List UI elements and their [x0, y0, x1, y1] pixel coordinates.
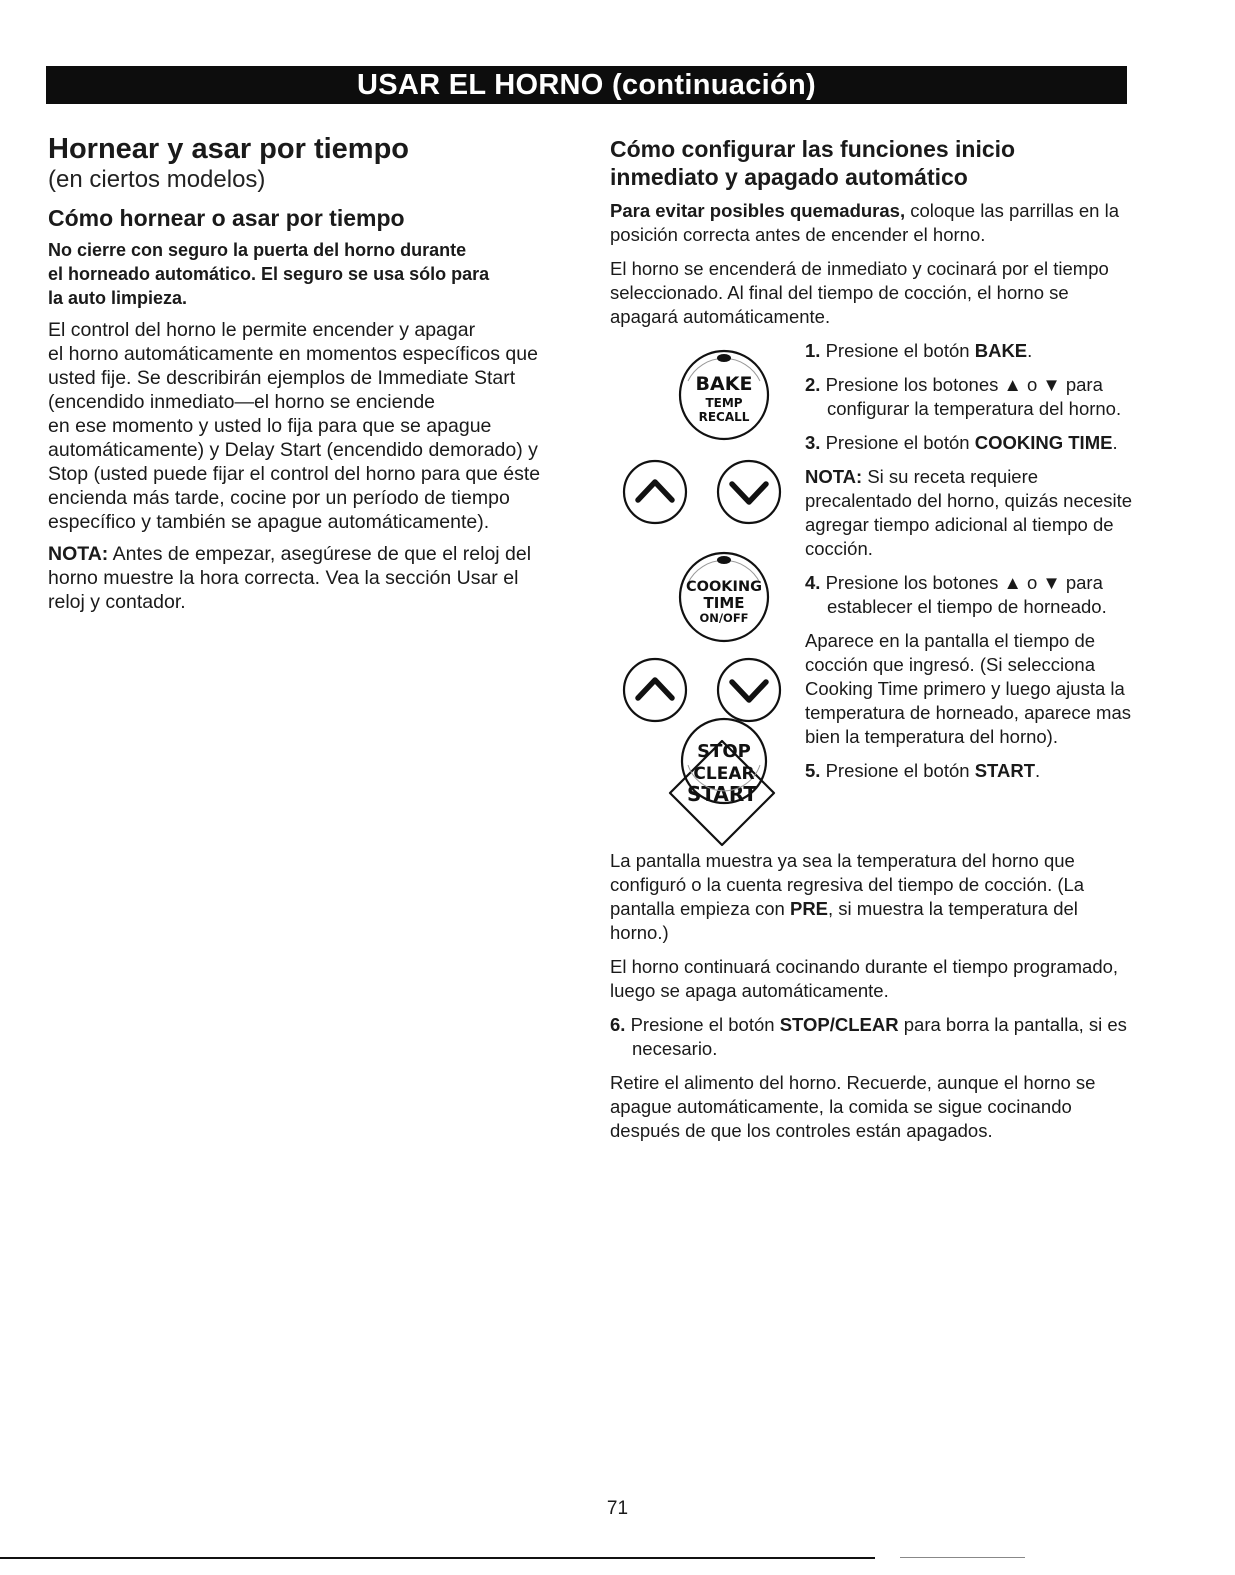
body-line: encienda más tarde, cocine por un período de tiempo [48, 487, 510, 509]
chevron-up-icon [638, 680, 672, 698]
clear-label: CLEAR [693, 764, 755, 784]
bake-label: BAKE [695, 373, 753, 395]
recall-label: RECALL [698, 410, 750, 424]
stop-clear-button[interactable] [676, 713, 772, 809]
step-bold: COOKING TIME [974, 432, 1113, 453]
left-column [48, 132, 573, 622]
right-heading [610, 135, 1135, 191]
temp-up-button[interactable] [620, 457, 690, 527]
chevron-down-icon [732, 682, 766, 700]
note-paragraph [48, 542, 573, 614]
cooking-time-button[interactable] [674, 547, 774, 647]
time-label: TIME [703, 594, 745, 612]
step-text: . [1027, 340, 1033, 361]
burn-warning [610, 199, 1135, 247]
burn-warning-bold: Para evitar posibles quemaduras, [610, 200, 906, 221]
step-note [805, 465, 1140, 561]
temp-down-button[interactable] [714, 457, 784, 527]
onoff-label: ON/OFF [699, 611, 749, 625]
section-title: Hornear y asar por tiempo [48, 133, 409, 165]
step-number: 4. [805, 572, 821, 593]
step-bold: STOP/CLEAR [779, 1014, 899, 1035]
display-bold: PRE [789, 898, 829, 919]
right-column [610, 135, 1135, 1153]
body-paragraph [48, 318, 573, 534]
page-number: 71 [606, 1498, 629, 1519]
step-text: Presione el botón [625, 1014, 780, 1035]
steps-area [610, 339, 1135, 849]
indicator-light [717, 354, 731, 362]
start-label: START [686, 782, 758, 806]
cooking-label: COOKING [686, 579, 762, 595]
note-line: reloj y contador. [48, 591, 186, 613]
step-3 [805, 431, 1140, 455]
step-6 [610, 1013, 1135, 1061]
note-line: Antes de empezar, asegúrese de que el reloj del [108, 543, 532, 565]
note-line: horno muestre la hora correcta. Vea la sección Usar el [48, 567, 519, 589]
step-text: . [1112, 432, 1118, 453]
display-text: , si muestra la temperatura del horno.) [610, 898, 1078, 943]
step-number: 2. [805, 374, 821, 395]
step-text: Presione el botón [820, 760, 975, 781]
burn-warning-rest: coloque las parrillas en la posición correcta antes de encender el horno. [610, 200, 1120, 245]
step-text: para borra la pantalla, si es necesario. [632, 1014, 1127, 1059]
indicator-light [717, 556, 731, 564]
footer-divider [0, 1557, 875, 1559]
chevron-up-icon [638, 482, 672, 500]
warning-line: No cierre con seguro la puerta del horno durante [48, 240, 467, 260]
continue-paragraph: El horno continuará cocinando durante el tiempo programado, luego se apaga automáticamente. [610, 956, 1119, 1001]
warning-line: la auto limpieza. [48, 288, 188, 308]
step-4-detail: Aparece en la pantalla el tiempo de cocción que ingresó. (Si selecciona Cooking Time primero y luego ajusta la temperatura de horneado, aparece mas bien la temperatura del horno). [805, 630, 1132, 747]
body-line: Stop (usted puede fijar el control del horno para que éste [48, 463, 541, 485]
step-text: Presione los botones ▲ o ▼ para configurar la temperatura del horno. [820, 374, 1122, 419]
body-line: (encendido inmediato—el horno se enciende [48, 391, 436, 413]
note-label: NOTA: [48, 543, 109, 565]
warning-line: el horneado automático. El seguro se usa sólo para [48, 264, 490, 284]
heading-line: Cómo configurar las funciones inicio [610, 136, 1016, 162]
step-number: 1. [805, 340, 821, 361]
note-text: Si su receta requiere precalentado del horno, quizás necesite agregar tiempo adicional al tiempo de cocción. [805, 466, 1133, 559]
body-line: específico y también se apague automáticamente). [48, 511, 490, 533]
final-paragraph: Retire el alimento del horno. Recuerde, aunque el horno se apague automáticamente, la comida se sigue cocinando después de que los controles están apagados. [610, 1072, 1096, 1141]
step-text: . [1035, 760, 1041, 781]
step-4 [805, 571, 1140, 619]
step-number: 6. [610, 1014, 626, 1035]
bake-button[interactable] [674, 345, 774, 445]
section-banner: USAR EL HORNO (continuación) [46, 66, 1127, 104]
chevron-down-icon [732, 484, 766, 502]
body-line: El control del horno le permite encender y apagar [48, 319, 476, 341]
intro-paragraph: El horno se encenderá de inmediato y cocinará por el tiempo seleccionado. Al final del tiempo de cocción, el horno se apagará automáticamente. [610, 258, 1109, 327]
body-line: el horno automáticamente en momentos específicos que [48, 343, 538, 365]
step-5 [805, 759, 1140, 783]
stop-label: STOP [697, 741, 751, 762]
step-text: Presione los botones ▲ o ▼ para establecer el tiempo de horneado. [820, 572, 1107, 617]
step-number: 5. [805, 760, 821, 781]
step-bold: START [974, 760, 1036, 781]
subsection-heading: Cómo hornear o asar por tiempo [48, 205, 405, 231]
body-line: automáticamente) y Delay Start (encendido demorado) y [48, 439, 538, 461]
step-2 [805, 373, 1140, 421]
warning-text [48, 238, 573, 310]
temp-label: TEMP [705, 396, 743, 410]
heading-line: inmediato y apagado automático [610, 164, 968, 190]
step-bold: BAKE [974, 340, 1028, 361]
body-line: en ese momento y usted lo fija para que se apague [48, 415, 492, 437]
steps-list [805, 339, 1140, 793]
step-1 [805, 339, 1140, 363]
note-label: NOTA: [805, 466, 863, 487]
section-subtitle: (en ciertos modelos) [48, 166, 266, 193]
display-text: La pantalla muestra ya sea la temperatura del horno que configuró o la cuenta regresiva del tiempo de cocción. (La pantalla empieza con [610, 850, 1085, 919]
step-number: 3. [805, 432, 821, 453]
step-text: Presione el botón [820, 432, 975, 453]
footer-divider [900, 1557, 1025, 1558]
display-paragraph [610, 849, 1135, 945]
step-text: Presione el botón [820, 340, 975, 361]
body-line: usted fije. Se describirán ejemplos de Immediate Start [48, 367, 516, 389]
